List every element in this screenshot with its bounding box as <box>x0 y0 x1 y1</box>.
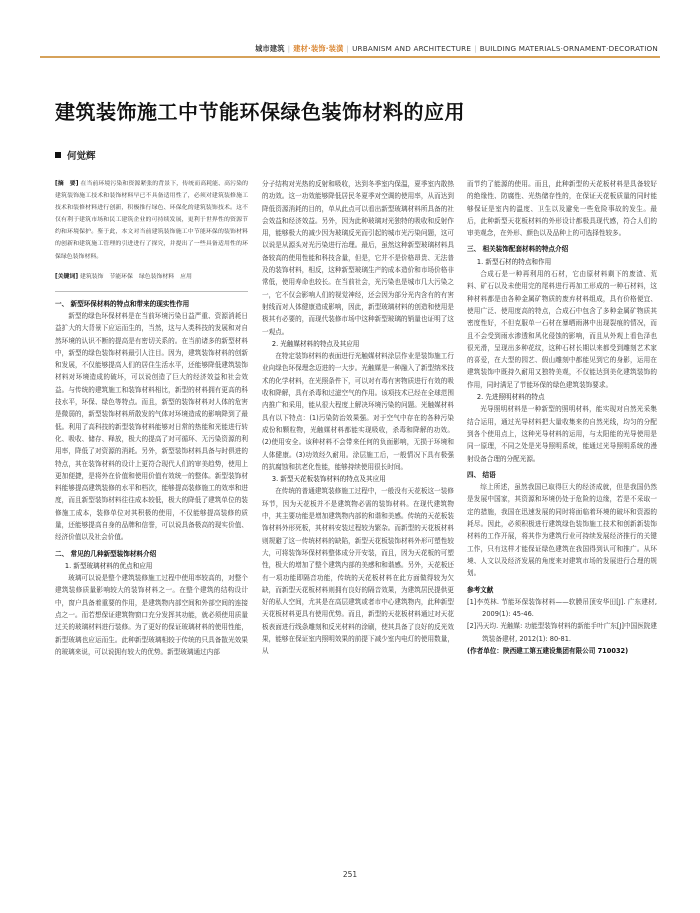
column-3 <box>467 178 657 657</box>
subsection-2-3-paragraph: 在传统的普通建筑装修施工过程中，一般没有天花板这一装修环节，因为天花板并不是建筑物必需的装饰材料。在现代建筑物中，其主要功能是增加建筑物内部的和谐和美感。传统的天花板装饰材料外形死板，其材料安装过程较为繁杂。而新型的天花板材料则规避了这一传统材料的缺陷，新型天花板装饰材料外形可塑性较大，可将装饰环保材料整体成分开安装，而且，因为天花板的可塑性，极大的增加了整个建筑内部的美感和和谐感。另外，天花板还有一项功能即隔音功能，传统的天花板材料在此方面做得较为欠缺，而新型天花板材料则拥有良好的隔音效果，为建筑居民提供更好的私人空间，尤其是在高层建筑或者市中心建筑物内，此种新型天花板材料更具有使用优势。而且，新型的天花板材料通过对天花板表面进行线条雕刻和反光材料的涂刷，使其具备了良好的反光效果，能够在保证室内照明效果的前提下减少室内电灯的使用数量，从 <box>262 487 454 656</box>
author-affiliation: (作者单位：陕西建工第五建设集团有限公司 710032) <box>467 646 629 655</box>
references-heading: 参考文献 <box>467 585 494 594</box>
abstract-tag: [摘 要] <box>55 181 79 187</box>
header-column-en2: BUILDING MATERIALS·ORNAMENT·DECORATION <box>479 44 658 53</box>
reference-item <box>467 620 657 645</box>
reference-text: 李英林. 节能环保装饰材料——软膜吊顶安华田[J]. 广东建材, 2009(1): 45-46. <box>476 597 657 619</box>
running-header: 城市建筑 | 建材·装饰·装潢 | URBANISM AND ARCHITECTURE | BUILDING MATERIALS·ORNAMENT·DECORATION <box>255 44 658 53</box>
section-3-heading: 三、 相关装饰配套材料的特点介绍 <box>467 245 569 254</box>
conclusion-paragraph: 综上所述，虽然我国已取得巨大的经济成就，但是我国仍然是发展中国家，其资源和环境仍处于危险的边缘，若是不采取一定的措施，我国在迅速发展的同时将面临着环境的破坏和资源的耗尽。因此，必须积极进行建筑绿色装饰施工技术和创新新装饰材料的工作开展，将其作为建筑行业可持续发展经济推行的关键工作，只有这样才能保证绿色建筑在我国得到认可和推广。从环境、人文以及经济发展的角度来对建筑市场的发展进行合理的规划。 <box>467 483 657 578</box>
subsection-2-3-heading: 3. 新型天花板装饰材料的特点及其应用 <box>271 475 386 484</box>
author-line <box>55 148 96 162</box>
author-name: 何觉辉 <box>67 151 96 162</box>
header-column-accent: 建材·装饰·装潢 <box>293 44 344 53</box>
header-column-en1: URBANISM AND ARCHITECTURE <box>352 44 472 53</box>
keywords <box>55 271 248 283</box>
section-2-heading: 二、 常见的几种新型装饰材料介绍 <box>55 549 157 558</box>
column-2-paragraph-1: 分子结构对光热的反射和吸收，达到冬季室内保温，夏季室内散热的功效。这一功效能够降低居民冬夏季对空调的使用率，从而达到降低资源消耗的目的，单从此点可以看出新型玻璃材料所具备的社会效益和经济效益。另外，因为此种玻璃对光独特的吸收和反射作用，能够极大的减少因为玻璃反光而引起的城市光污染问题，这可以说是从源头对光污染进行治理。最后，虽然这种新型玻璃材料具备较高的使用性能和科技含量，但是，它并不是价格昂贵、无法普及的装饰材料，相反，这种新型玻璃生产的成本造价和市场价格非常低，使用寿命也较长。在当前社会，光污染也是城市几大污染之一，它不仅会影响人们的视觉神经，还会因为部分光内含有的有害射线而对人体健康造成影响，因此，新型玻璃材料的创造和使用是极其有必要的，而现代装修市场中这种新型玻璃的销量也证明了这一观点。 <box>262 180 454 336</box>
page-number: 251 <box>342 870 358 879</box>
abstract <box>55 178 248 263</box>
reference-number: [1] <box>467 597 477 606</box>
column-3-paragraph-1: 而节约了能源的使用。而且，此种新型的天花板材料是具备较好的绝缘性、防腐性、光热储存性的，在保证天花板质量的同时能够保证是室内的温度、卫生以及避免一些危险事故的发生。最后，此种新型天花板材料的外形设计都极具现代感，符合人们的审美观念，在外形、颜色以及品种上的可选择性较多。 <box>467 180 657 238</box>
reference-text: 冯天均. 光触媒: 功能型装饰材料的新能手叶广东[J]中国医院建筑装备建材, 2012(1): 80-81. <box>476 622 657 643</box>
subsection-2-2-paragraph: 在特定装饰材料的表面进行光触媒材料涂层作业是装饰施工行业向绿色环保理念迈进的一大步。光触媒是一种融入了新型纳米技术的化学材料，在光照条件下，可以对有毒有害物质进行有效的吸收和降解，具有杀毒和过滤空气的作用。该项技术已经在全球范围内推广和采用，能从很大程度上解决环境污染的问题。光触媒材料具有以下特点：(1)污染防治效果强。对于空气中存在的各种污染成份和颗粒物，光触媒材料都能实现吸收，杀毒和降解的功效。(2)使用安全。该种材料不会带来任何的负面影响，无损于环境和人体健康。(3)功效经久耐用。涂层施工后，一般情况下具有极强的抗腐蚀和抗老化性能，能够持续使用很长时间。 <box>262 352 454 471</box>
header-rule <box>40 56 660 58</box>
section-4-heading: 四、 结语 <box>467 470 496 479</box>
reference-number: [2] <box>467 622 477 631</box>
subsection-2-1-heading: 1. 新型玻璃材料的优点和应用 <box>64 561 153 570</box>
subsection-3-1-heading: 1. 新型石材的特点和作用 <box>476 257 552 266</box>
subsection-2-1-paragraph: 玻璃可以说是整个建筑装修施工过程中使用率较高的，对整个建筑装修质量影响较大的装饰材料之一。在整个建筑的结构设计中，窗户具备着重要的作用，是建筑物内部空间和外部空间的连接点之一。而若想保证建筑物窗口充分发挥其功能，就必须使用质量过关的玻璃材料进行装修。为了更好的保证玻璃材料的使用性能，新型玻璃也应运而生。此种新型玻璃相较于传统的只具备散光效果的玻璃来说，可以说拥有较大的优势。新型玻璃通过内部 <box>55 574 248 656</box>
article-title: 建筑装饰施工中节能环保绿色装饰材料的应用 <box>55 100 465 124</box>
section-1-paragraph: 新型的绿色环保材料是在当前环境污染日益严重、资源消耗日益扩大的大背景下应运而生的，当然，这与人类科技的发展和对自然环境的认识不断的提高是有密切关系的。在当前诸多的新型材料中，新型的绿色装饰材料最引人注目。因为，建筑装饰材料的创新和发展，不仅能够提高人们的居住生活水平，还能够降低建筑装饰材料对环境造成的破坏，可以说创造了巨大的经济效益和社会效益。与传统的建筑施工和装饰材料相比，新型的材料拥有更高的科技水平，环保、绿色等特点。而且，新型的装饰材料对人体的危害是微弱的，新型装饰材料所散发的气体对环境造成的影响降到了最低。利用了高科技的新型装饰材料能够对日常的热能和光能进行转化、吸收、储存、释放，极大的提高了对可循环、无污染资源的利用率，降低了对资源的消耗。另外，新型装饰材料具备与时俱进的特点，其在装饰材料的设计上更符合现代人们的审美趋势，使用上更加便捷，是将外在价值和使用价值有效统一的整体。新型装饰材料能够提高建筑装修的水平和档次，能够提高装修施工的效率和进度，而且新型装饰材料往往成本较低，极大的降低了建筑单位的装修施工成本，装修单位对其积极的使用，不仅能够提高装修的质量，还能够提高自身的品牌和信誉，可以说具备极高的现实价值、经济价值以及社会价值。 <box>55 311 248 542</box>
subsection-2-2-heading: 2. 光触媒材料的特点及其应用 <box>271 339 360 348</box>
column-2 <box>262 178 454 658</box>
square-bullet-icon <box>55 152 61 158</box>
keywords-tag: [关键词] <box>55 273 79 280</box>
abstract-divider <box>55 291 248 292</box>
reference-item <box>467 596 657 621</box>
header-column-cn: 城市建筑 <box>255 44 285 53</box>
keywords-text: 建筑装饰 节能环保 绿色装饰材料 应用 <box>79 273 192 280</box>
column-1 <box>55 178 248 658</box>
subsection-3-2-heading: 2. 先进照明材料的特点 <box>476 393 545 402</box>
section-1-heading: 一、 新型环保材料的特点和带来的现实性作用 <box>55 299 190 308</box>
abstract-text: 在当前环境污染和资源紧张的背景下，传统而高耗能、高污染的建筑装饰施工技术和装饰材料早已不具备适用性了，必须对建筑装修施工技术和装修材料进行创新，积极推行绿色、环保化的建筑装饰技术。这不仅有利于建筑市场和民工建筑企业的可持续发展，更利于世界性的资源节约和环境保护。鉴于此，本文对当前建筑装饰施工中节能环保的装饰材料的创新和建筑施工管理的引进进行了探究，并提出了一些具备适用性的环保绿色装饰材料。 <box>55 181 249 260</box>
subsection-3-1-paragraph: 合成石是一种再利用的石材，它由原材料剩下的废渣、荒料、矿石以及未使用完的尾料进行再加工形成的一种石材料，这种材料都是由各种金属矿物质的废弃材料组成，具有价格便宜、使用广泛、使用度高的特点，合成石中包含了多种金属矿物质其密度性好，不但克服单一石材在暴晒雨淋中出现裂痕的情况，而且不会受到雨水渗透和风化侵蚀的影响，而且从外观上看色泽也很光滑，呈现出多种花纹，这种石材长期以来都受到雕刻艺术家的喜爱，在大型的园艺、假山雕刻中都能见到它的身影，运用在建筑装饰中既持久耐用又独特美观，不仅能达到美化建筑装饰的作用，同时满足了节能环保的绿色建筑装饰要求。 <box>467 270 657 389</box>
subsection-3-2-paragraph: 光导照明材料是一种新型的照明材料，能实现对自然光采集结合运用，通过光导材料把大量收集来的自然光线，均匀的分配到各个使用点上，这种光导材料的运用，与太阳能的光导使用是同一原理，不同之处是光导照明系统，能通过光导照明系统的漫射设备合理的分配光源。 <box>467 405 657 463</box>
